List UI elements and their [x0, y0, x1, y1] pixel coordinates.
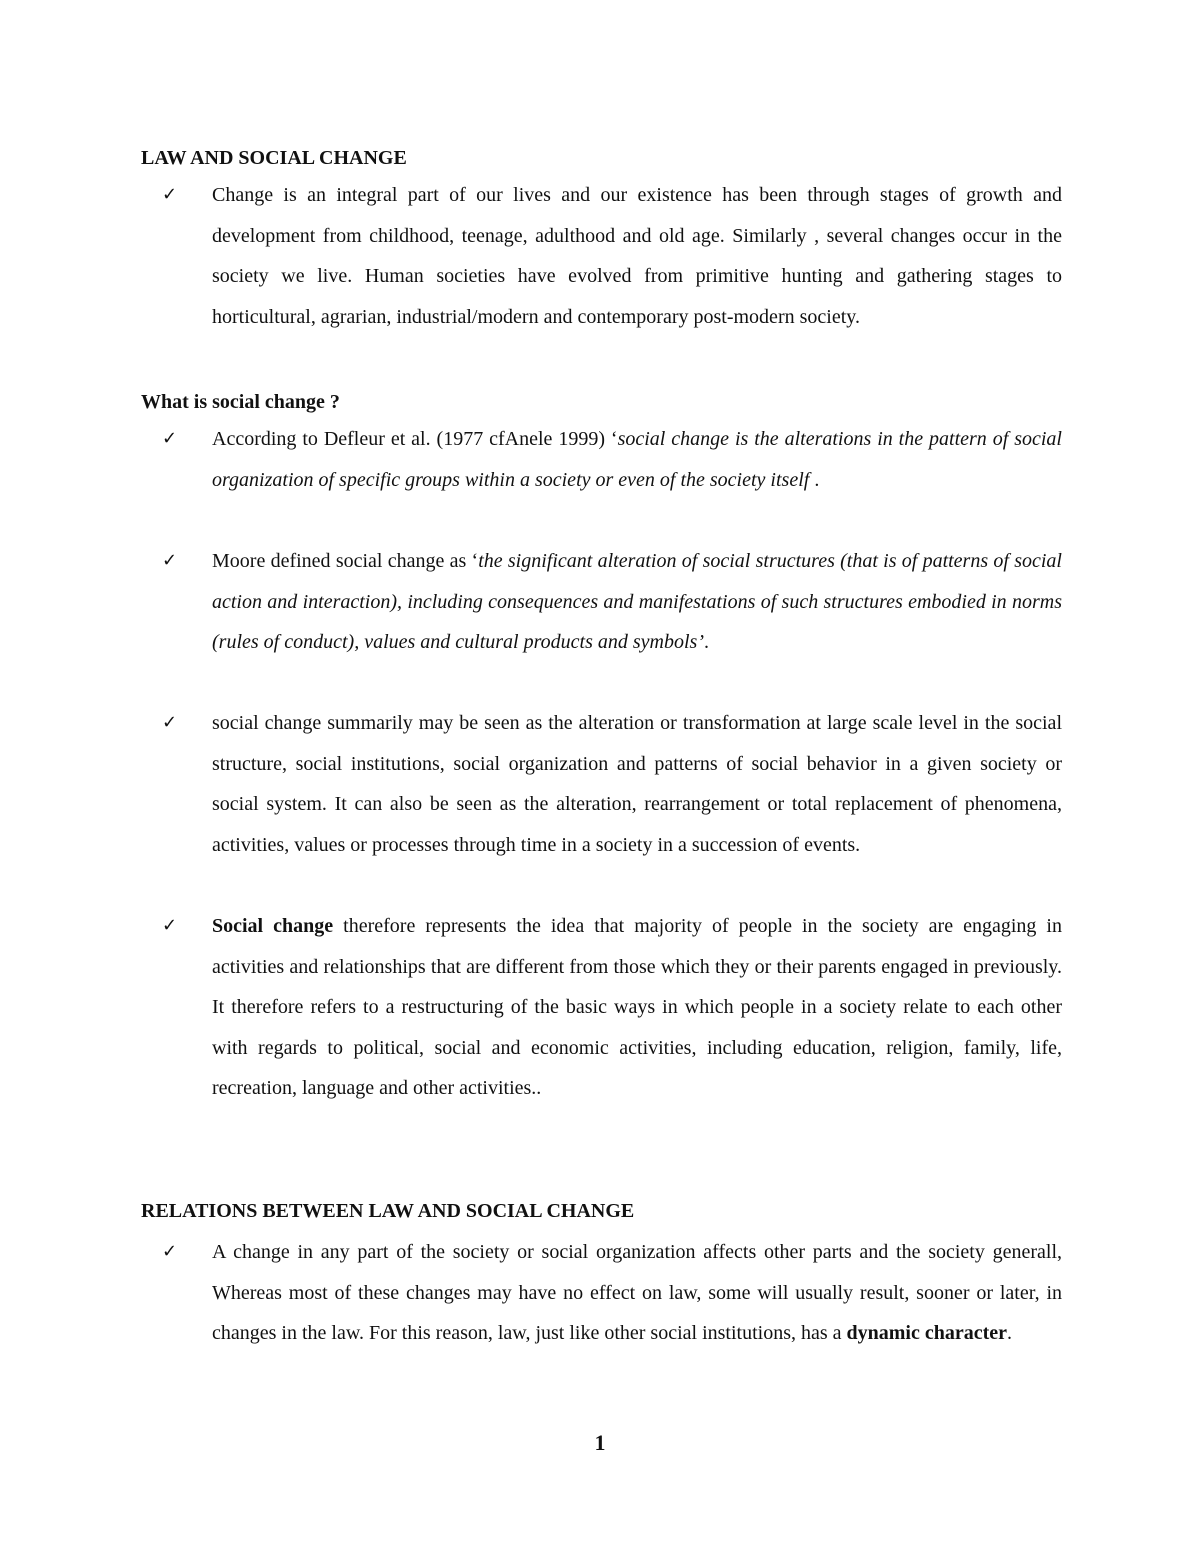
item-text-lead: Moore defined social change as ‘: [212, 550, 479, 572]
list-item: [162, 703, 1062, 865]
list-item: [162, 419, 1062, 500]
list-item: [162, 175, 1062, 337]
item-text: [212, 419, 1062, 500]
item-text-tail: .: [1007, 1322, 1013, 1345]
heading-law-and-social-change: LAW AND SOCIAL CHANGE: [141, 147, 407, 169]
item-text-bold: Social change: [212, 915, 334, 937]
page-number: 1: [594, 1430, 606, 1455]
item-text-tail: .: [809, 468, 820, 491]
checkmark-icon: ✓: [162, 550, 178, 571]
list-item: [162, 1232, 1062, 1354]
item-text: [212, 541, 1062, 663]
checkmark-icon: ✓: [162, 915, 178, 936]
item-text-bold: dynamic character: [846, 1322, 1008, 1345]
item-text-lead: A change in any part of the society or social organization affects other parts and the society generall, Whereas most of these changes may have no effect on law, some will usually result, sooner or later, in changes in the law. For this reason, law, just like other social institutions, has a: [212, 1241, 1062, 1345]
checkmark-icon: ✓: [162, 184, 178, 205]
item-text-quote: social change is the alterations in the pattern of social organization of specific groups within a society or even of the society itself: [212, 428, 1062, 491]
item-text-quote: the significant alteration of social structures (that is of patterns of social action and interaction), including consequences and manifestations of such structures embodied in norms (rules of conduct), values and cultural products and symbols’: [212, 550, 1062, 654]
checkmark-icon: ✓: [162, 1241, 178, 1262]
list-item: [162, 906, 1062, 1109]
item-text-tail: .: [703, 631, 709, 654]
checkmark-icon: ✓: [162, 712, 178, 733]
heading-what-is-social-change: What is social change ?: [141, 391, 340, 413]
item-text: social change summarily may be seen as the alteration or transformation at large scale level in the social structure, social institutions, social organization and patterns of social behavior in a given society or social system. It can also be seen as the alteration, rearrangement or total replacement of phenomena, activities, values or processes through time in a society in a succession of events.: [212, 712, 1062, 856]
item-text: [212, 1232, 1062, 1354]
heading-relations-between-law-and-social-change: RELATIONS BETWEEN LAW AND SOCIAL CHANGE: [141, 1200, 635, 1222]
item-text-rest: therefore represents the idea that majority of people in the society are engaging in activities and relationships that are different from those which they or their parents engaged in previously. It therefore refers to a restructuring of the basic ways in which people in a society relate to each other with regards to political, social and economic activities, including education, religion, family, life, recreation, language and other activities..: [212, 915, 1062, 1100]
list-item: [162, 541, 1062, 663]
item-text-lead: According to Defleur et al. (1977 cfAnele 1999) ‘: [212, 428, 618, 450]
item-text: Change is an integral part of our lives and our existence has been through stages of growth and development from childhood, teenage, adulthood and old age. Similarly , several changes occur in the society we live. Human societies have evolved from primitive hunting and gathering stages to horticultural, agrarian, industrial/modern and contemporary post-modern society.: [212, 184, 1062, 328]
checkmark-icon: ✓: [162, 428, 178, 449]
item-text: [212, 906, 1062, 1109]
